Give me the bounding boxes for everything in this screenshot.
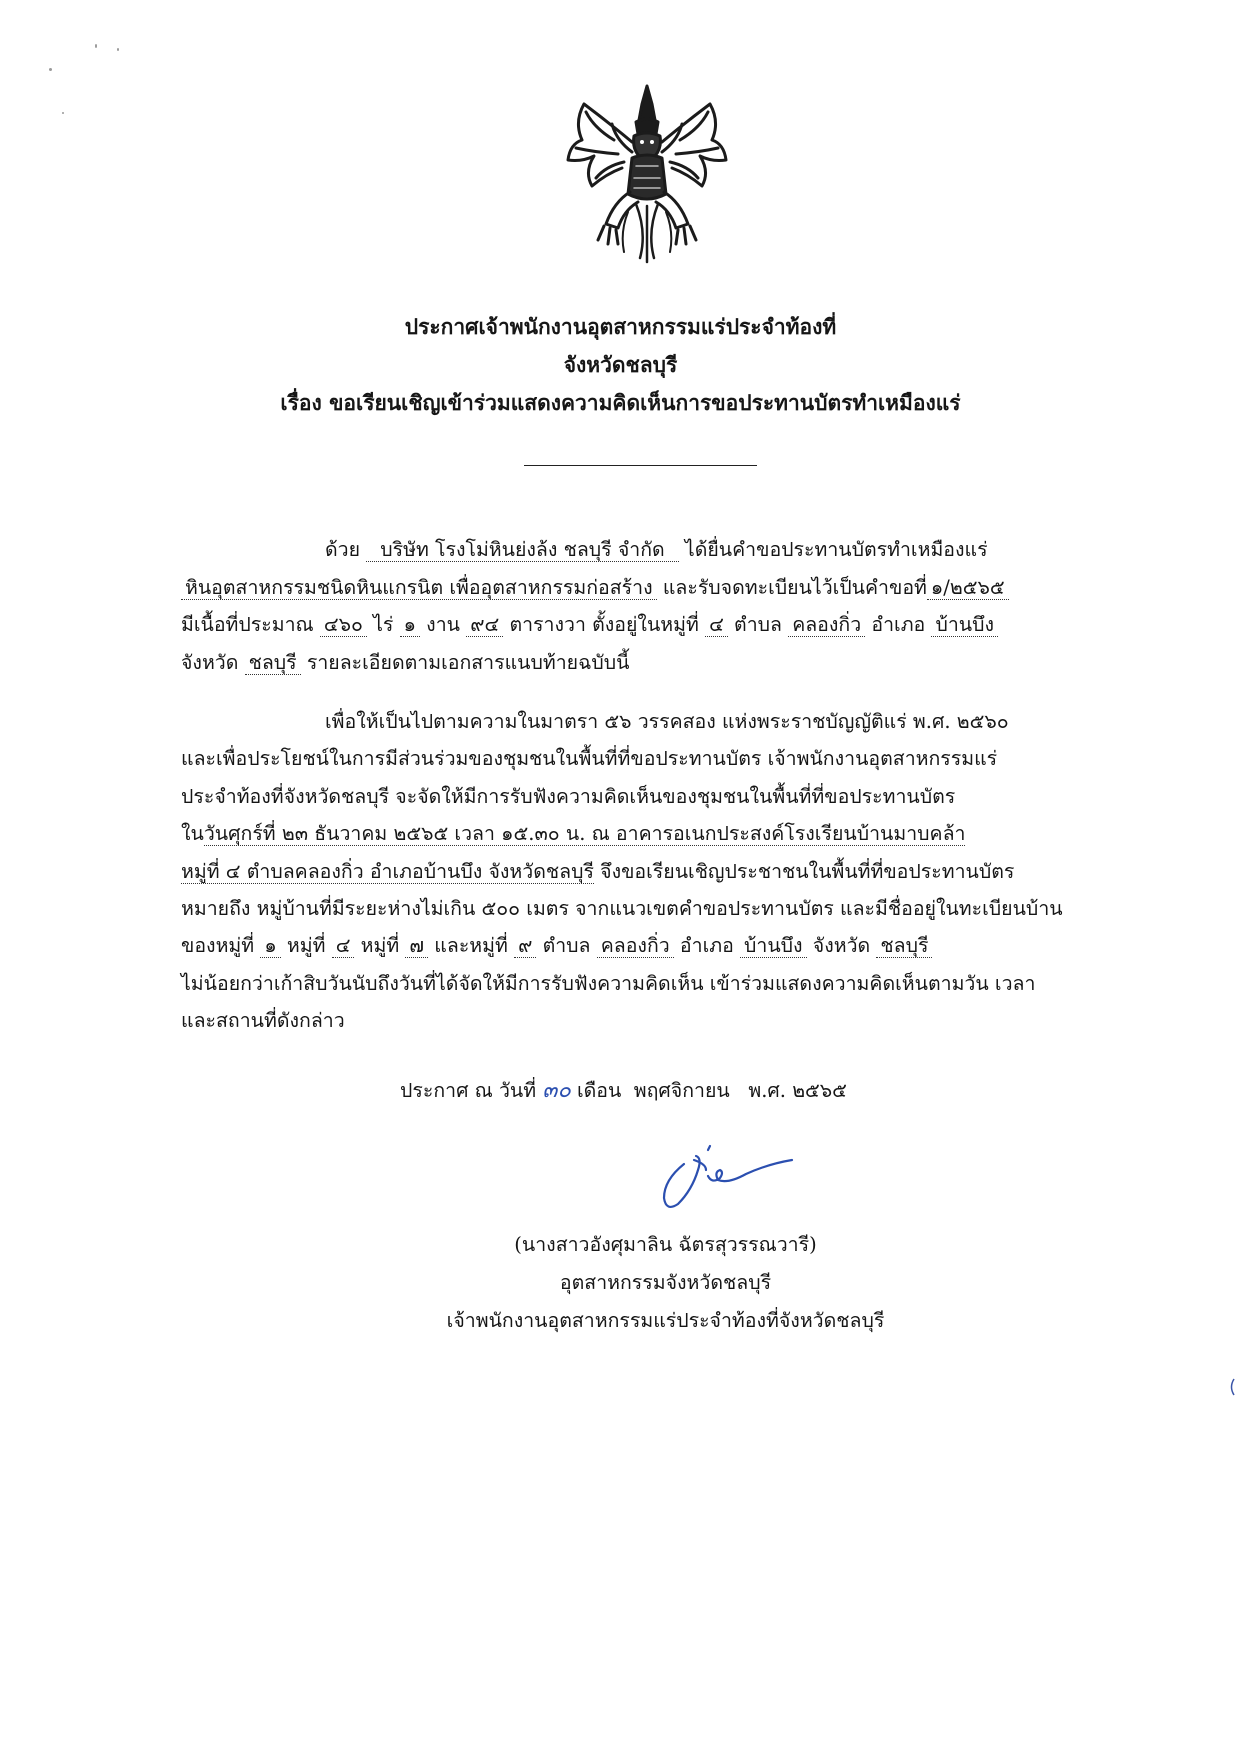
villages-tambon: คลองกิ่ว [597,934,674,958]
announce-year: ๒๕๖๕ [792,1079,847,1102]
subject-label: เรื่อง [280,390,322,415]
village-1: ๑ [260,934,280,958]
scan-speck [49,68,52,71]
villages-province: ชลบุรี [876,934,932,958]
announcement-date [400,1077,847,1105]
header-subject [0,387,1241,420]
para2-line3: ประจำท้องที่จังหวัดชลบุรี จะจัดให้มีการรับฟังความคิดเห็นของชุมชนในพื้นที่ที่ขอประทานบัตร [181,785,956,808]
scan-speck [95,44,97,48]
announce-month: พฤศจิกายน [633,1079,730,1102]
province-label: จังหวัด [181,651,239,674]
para2-line4 [181,820,965,848]
announce-year-label: พ.ศ. [748,1079,786,1102]
village-3: ๗ [405,934,428,958]
hearing-date-time: วันศุกร์ที่ ๒๓ ธันวาคม ๒๕๖๕ เวลา ๑๕.๓๐ น. ณ อาคารอเนกประสงค์โรงเรียนบ้านมาบคล้า [203,822,966,845]
header-line-1: ประกาศเจ้าพนักงานอุตสาหกรรมแร่ประจำท้องที่ [404,314,837,339]
area-wa-unit: ตารางวา [509,613,586,636]
tambon-label: ตำบล [542,934,591,957]
area-rai-unit: ไร่ [373,613,394,636]
announce-prefix: ประกาศ ณ วันที่ [400,1079,537,1102]
scan-speck [62,112,64,114]
scan-edge-mark [1228,1377,1236,1397]
header-divider [524,465,757,466]
para1-line2 [181,574,1009,602]
amphoe-label: อำเภอ [679,934,734,957]
subject-text: ขอเรียนเชิญเข้าร่วมแสดงความคิดเห็นการขอประทานบัตรทำเหมืองแร่ [329,390,961,415]
para2-line6: หมายถึง หมู่บ้านที่มีระยะห่างไม่เกิน ๕๐๐ เมตร จากแนวเขตคำขอประทานบัตร และมีชื่ออยู่ในทะเบียนบ้าน [181,897,1063,920]
request-number: ๑/๒๕๖๕ [927,576,1009,600]
area-prefix: มีเนื้อที่ประมาณ [181,613,314,636]
location-province: ชลบุรี [245,651,301,675]
and-moo-label: และหมู่ที่ [434,934,508,957]
villages-amphoe: บ้านบึง [740,934,807,958]
para1-prefix: ด้วย [325,538,361,561]
para1-after-company: ได้ยื่นคำขอประทานบัตรทำเหมืองแร่ [684,538,988,561]
moo-label: หมู่ที่ [360,934,400,957]
area-rai: ๔๖๐ [320,613,367,637]
para1-line1 [325,536,988,564]
scan-speck [117,48,119,51]
para2-line5-rest: จึงขอเรียนเชิญประชาชนในพื้นที่ที่ขอประทานบัตร [600,860,1015,883]
signatory-position-1: อุตสาหกรรมจังหวัดชลบุรี [559,1271,772,1294]
moo-label: หมู่ที่ [286,934,326,957]
announce-day: ๓๐ [542,1078,571,1103]
details-note: รายละเอียดตามเอกสารแนบท้ายฉบับนี้ [306,651,630,674]
location-moo: ๔ [705,613,728,637]
garuda-emblem-icon [562,82,732,264]
amphoe-label: อำเภอ [871,613,926,636]
location-prefix: ตั้งอยู่ในหมู่ที่ [592,613,699,636]
company-name: บริษัท โรงโม่หินย่งล้ง ชลบุรี จำกัด [366,538,678,562]
hearing-venue: หมู่ที่ ๔ ตำบลคลองกิ่ว อำเภอบ้านบึง จังหวัดชลบุรี [181,860,594,883]
para2-line4-prefix: ใน [181,822,204,845]
para2-line7-prefix: ของหมู่ที่ [181,934,255,957]
location-tambon: คลองกิ่ว [788,613,865,637]
announce-month-label: เดือน [576,1079,622,1102]
para2-line1: เพื่อให้เป็นไปตามความในมาตรา ๕๖ วรรคสอง แห่งพระราชบัญญัติแร่ พ.ศ. ๒๕๖๐ [325,710,1009,733]
para2-line5 [181,858,1014,886]
header-line-2: จังหวัดชลบุรี [563,352,678,377]
tambon-label: ตำบล [734,613,782,636]
para2-line8: ไม่น้อยกว่าเก้าสิบวันนับถึงวันที่ได้จัดให้มีการรับฟังความคิดเห็น เข้าร่วมแสดงความคิดเห็นตามวัน เวลา [181,972,1036,995]
para1-line4 [181,649,629,677]
village-2: ๔ [332,934,355,958]
para1-line3 [181,611,998,639]
village-4: ๙ [514,934,536,958]
signatory-position-2: เจ้าพนักงานอุตสาหกรรมแร่ประจำท้องที่จังหวัดชลบุรี [446,1309,885,1332]
signatory-name: (นางสาวอังศุมาลิน ฉัตรสุวรรณวารี) [514,1233,817,1256]
handwritten-signature-icon [650,1140,800,1218]
para2-line9: และสถานที่ดังกล่าว [181,1009,345,1032]
location-amphoe: บ้านบึง [931,613,998,637]
para2-line7 [181,932,932,960]
area-ngan: ๑ [400,613,420,637]
para2-line2: และเพื่อประโยชน์ในการมีส่วนร่วมของชุมชนในพื้นที่ที่ขอประทานบัตร เจ้าพนักงานอุตสาหกรรมแร่ [181,747,998,770]
mineral-type: หินอุตสาหกรรมชนิดหินแกรนิต เพื่ออุตสาหกรรมก่อสร้าง [181,576,657,600]
area-ngan-unit: งาน [426,613,460,636]
province-label: จังหวัด [812,934,871,957]
area-wa: ๙๔ [466,613,503,637]
para1-registered: และรับจดทะเบียนไว้เป็นคำขอที่ [662,576,927,599]
